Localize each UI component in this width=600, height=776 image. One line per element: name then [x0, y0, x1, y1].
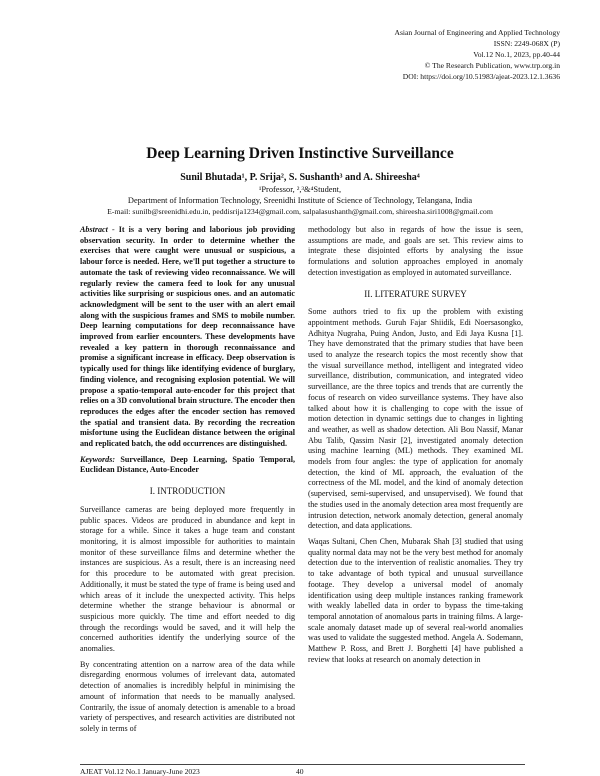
keywords-label: Keywords: [80, 454, 116, 464]
intro-paragraph-1: Surveillance cameras are being deployed more frequently in public spaces. Videos are produced in abundance and kept in storage for a while. Since it takes a huge team and constant monitoring, it is almost impossible for authorities to maintain monitor of these surveillance films and determine whether the instances are suspicious. As a result, there is an increasing need for this procedure to be automated with great precision. Additionally, it must be stated the type of frame is being used and which areas of it include the unexpected activity. This helps determine whether the strange behaviour is abnormal or suspicious more quickly. The time and effort needed to dig through the recordings would be saved, and it will help the concerned authorities identify the underlying source of the anomalies. [80, 504, 295, 654]
literature-heading: II. LITERATURE SURVEY [364, 288, 467, 299]
journal-info [260, 27, 560, 82]
keywords [80, 455, 295, 476]
intro-paragraph-2: By concentrating attention on a narrow area of the data while disregarding enormous volumes of irrelevant data, automated detection of anomalies is incredibly helpful in minimising the amount of information that needs to be manually analysed. Contrarily, the issue of anomaly detection is amenable to a broad variety of perspectives, and research activities are distributed not solely in terms of [80, 659, 295, 733]
introduction-heading: I. INTRODUCTION [149, 486, 226, 497]
footer-divider [80, 764, 525, 765]
journal-volume: Vol.12 No.1, 2023, pp.40-44 [473, 50, 560, 59]
paper-title: Deep Learning Driven Instinctive Surveillance [146, 145, 454, 162]
abstract-label: Abstract - [80, 225, 115, 234]
intro-continued-paragraph: methodology but also in regards of how the issue is seen, assumptions are made, and goals are set. This review aims to integrate these disjointed efforts by analysing the issue formulations and solution approaches employed in anomaly detection investigation as employed in automated surveillance. [308, 225, 523, 277]
journal-publisher: © The Research Publication, www.trp.org.in [424, 61, 560, 70]
author-emails: E-mail: sunilb@sreenidhi.edu.in, peddisrija1234@gmail.com, salpalasushanth@gmail.com, shireesha.siri1008@gmail.com [107, 207, 493, 216]
journal-doi: DOI: https://doi.org/10.51983/ajeat-2023.12.1.3636 [402, 72, 560, 81]
author-roles: ¹Professor, ²,³&⁴Student, [258, 185, 342, 194]
department: Department of Information Technology, Sreenidhi Institute of Science of Technology, Telangana, India [127, 196, 473, 205]
right-column [308, 225, 523, 670]
footer-journal-issue: AJEAT Vol.12 No.1 January-June 2023 [80, 767, 200, 776]
journal-name: Asian Journal of Engineering and Applied Technology [394, 28, 560, 37]
abstract [80, 225, 295, 450]
abstract-text: It is a very boring and laborious job providing observation security. In order to determine whether the exercises that were caught were unusual or suspicious, a labour force is needed. Here, we'll put together a structure to automate the task of reviewing video reconnaissance. We will regularly review the camera feed to look for any unusual activities like surprising or suspicious ones. and an automatic acknowledgment will be sent to the user with an alert email along with the suspicious frames and SMS to mobile number. Deep learning computations for deep reconnaissance have improved from earlier encounters. These developments have revealed a key pattern in thorough reconnaissance and promise a significant increase in efficacy. Deep observation is typically used for things like identifying evidence of burglary, finding violence, and recognising explosion potential. We will propose a spatio-temporal auto-encoder for this project that relies on a 3D convolutional brain structure. The encoder then reproduces the edges after the encoder section has removed the spatial and transient data. By recording the recreation misfortune using the Euclidean distance between the original and replicated batch, the odd occurrences are distinguished. [80, 225, 296, 449]
paper-authors: Sunil Bhutada¹, P. Srija², S. Sushanth³ and A. Shireesha⁴ [180, 172, 420, 183]
keywords-text: Surveillance, Deep Learning, Spatio Temporal, Euclidean Distance, Auto-Encoder [80, 454, 295, 475]
footer-page-number: 40 [296, 767, 304, 776]
left-column [80, 225, 295, 740]
literature-paragraph-1: Some authors tried to fix up the problem with existing appointment methods. Guruh Fajar Shiidik, Edi Noersasongko, Adhitya Nugraha, Puing Andon, Justo, and Edi Jaya Kusna [1]. They have demonstrated that the primary studies that have been used to analyze the research topics the most recently show that the visual surveillance method, intelligent and integrated video surveillance, distribution, communication, and integrated video surveillance, are the three topics and trends that are currently the focus of research on video surveillance systems. They have also talked about how it is challenging to cope with the issue of motion detection in dynamic settings due to changes in lighting and weather, as well as shadow detection. Ali Bou Nassif, Manar Abu Talib, Qassim Nasir [2], investigated anomaly detection using machine learning (ML) methods. They examined ML models from four angles: the type of application for anomaly detection, the kind of ML approach, the evaluation of the correctness of the ML model, and the kind of anomaly detection (supervised, semi-supervised, and unsupervised). We found that the studies used in the anomaly detection area most frequently are intrusion detection, network anomaly detection, general anomaly detection, and data applications. [308, 307, 523, 531]
literature-paragraph-2: Waqas Sultani, Chen Chen, Mubarak Shah [3] studied that using quality normal data may not be the very best method for anomaly detection due to the intervention of realistic anomalies. They try to take advantage of both typical and unusual surveillance footage. They develop a universal model of anomaly identification using deep multiple instances ranking framework with weakly labelled data in order to bypass the time-taking temporal annotation of anomalous parts in training films. A large-scale anomaly dataset made up of several real-world anomalies was used to validate the suggested method. Angela A. Sodemann, Matthew P. Ross, and Brett J. Borghetti [4] have published a review that looks at research on anomaly detection in [308, 536, 523, 664]
journal-issn: ISSN: 2249-068X (P) [493, 39, 560, 48]
